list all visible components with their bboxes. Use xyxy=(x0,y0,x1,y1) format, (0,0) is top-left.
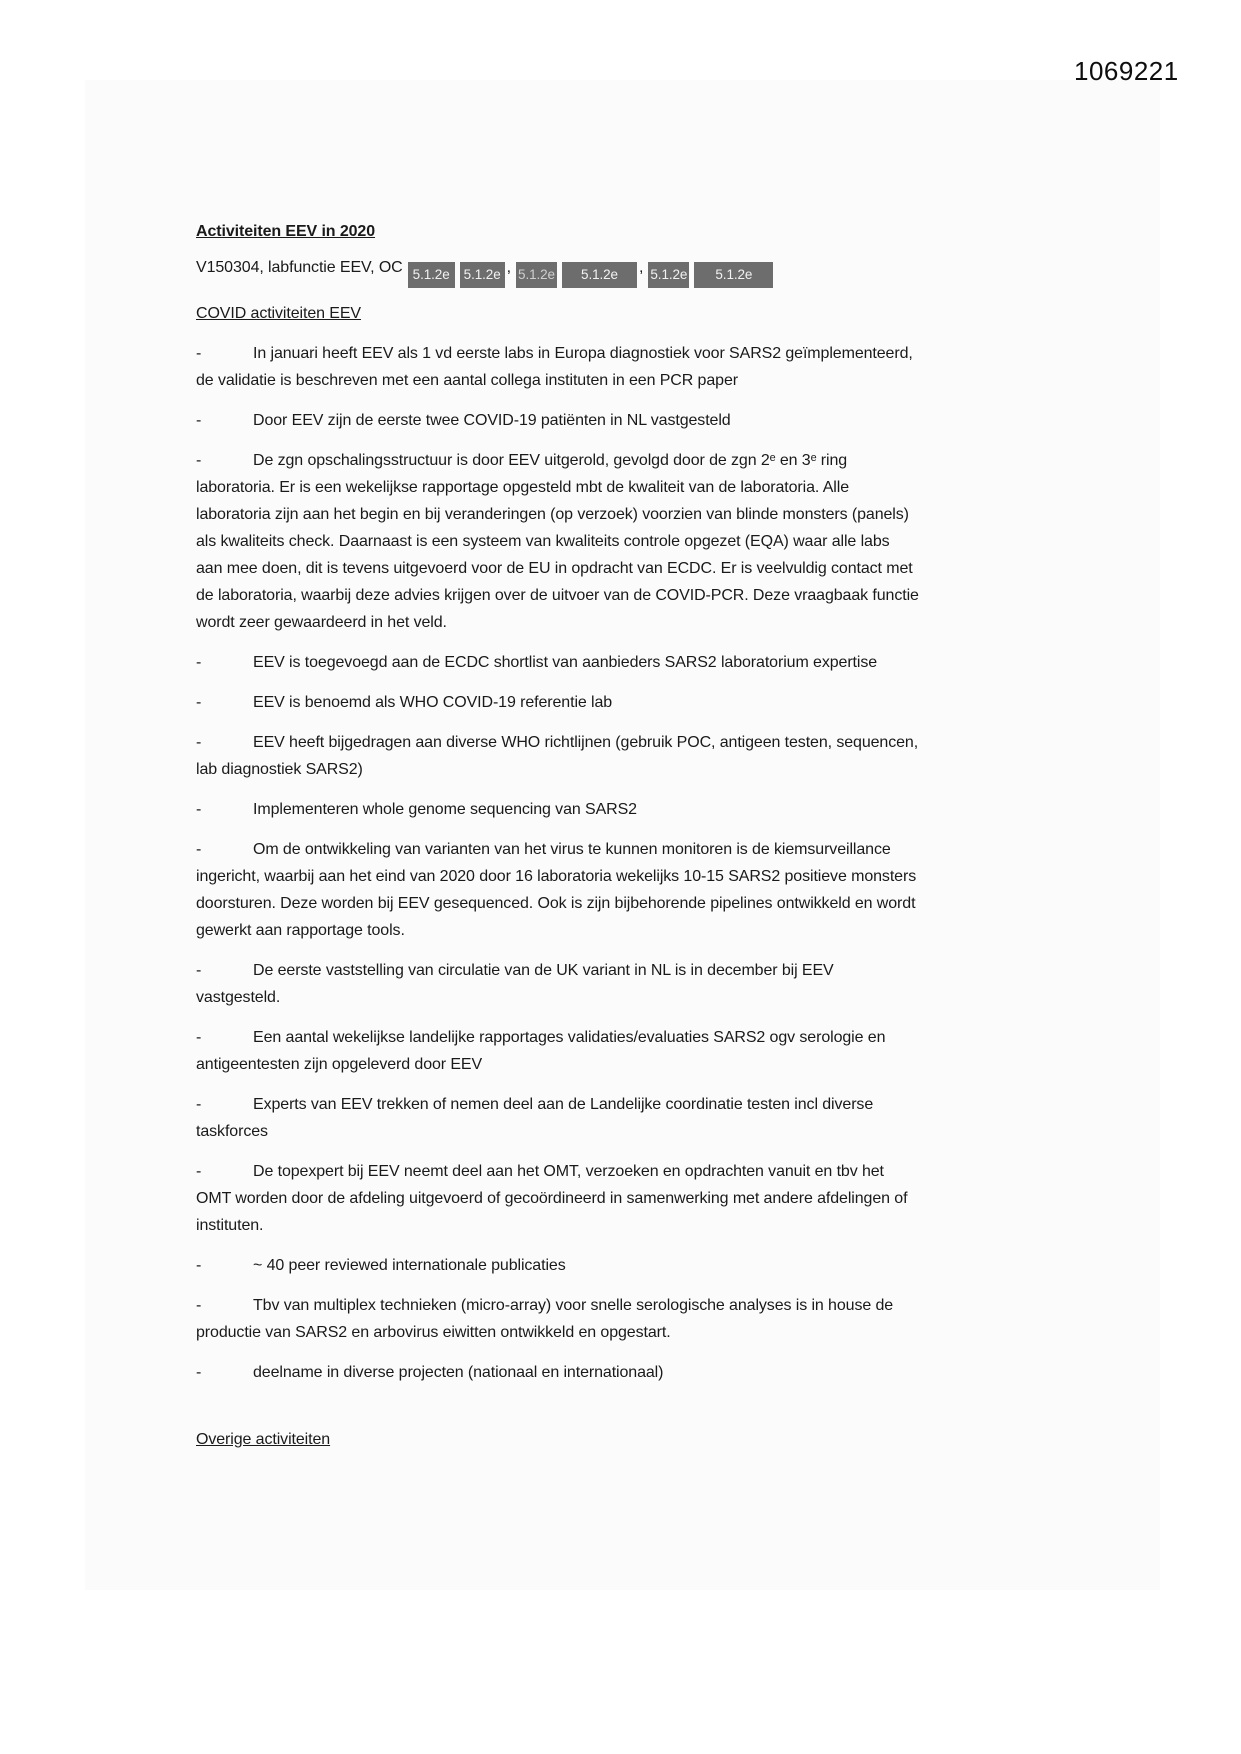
bullet-text: Om de ontwikkeling van varianten van het virus te kunnen monitoren is de kiemsurveillance ingericht, waarbij aan het eind van 2020 door 16 laboratoria wekelijks 10-15 SARS2 positieve monsters doorsturen. Deze worden bij EEV gesequenced. Ook is zijn bijbehorende pipelines ontwikkeld en wordt gewerkt aan rapportage tools. xyxy=(196,841,917,939)
bullet-dash-marker: - xyxy=(196,345,202,362)
bullet-item xyxy=(196,1292,920,1346)
document-title: Activiteiten EEV in 2020 xyxy=(196,223,376,240)
document-content xyxy=(196,218,920,1466)
bullet-item xyxy=(196,729,920,783)
bullet-dash-marker: - xyxy=(196,1297,202,1314)
bullet-dash-marker: - xyxy=(196,1163,202,1180)
bullet-item xyxy=(196,447,920,636)
bullet-dash-marker: - xyxy=(196,1096,202,1113)
bullet-item xyxy=(196,957,920,1011)
bullet-item xyxy=(196,796,920,823)
bullet-item xyxy=(196,836,920,944)
bullet-text: Tbv van multiplex technieken (micro-array) voor snelle serologische analyses is in house de productie van SARS2 en arbovirus eiwitten ontwikkeld en opgestart. xyxy=(196,1297,894,1341)
bullet-item xyxy=(196,689,920,716)
bullet-text: Experts van EEV trekken of nemen deel aan de Landelijke coordinatie testen incl diverse taskforces xyxy=(196,1096,874,1140)
bullet-dash-marker: - xyxy=(196,1364,202,1381)
bullet-dash-marker: - xyxy=(196,801,202,818)
bullet-item xyxy=(196,1158,920,1239)
bullet-text: Implementeren whole genome sequencing van SARS2 xyxy=(253,801,637,818)
redaction-box: 5.1.2e xyxy=(694,262,773,288)
bullet-text: EEV heeft bijgedragen aan diverse WHO richtlijnen (gebruik POC, antigeen testen, sequencen, lab diagnostiek SARS2) xyxy=(196,734,919,778)
bullet-dash-marker: - xyxy=(196,412,202,429)
redaction-box: 5.1.2e xyxy=(516,262,557,288)
bullet-item xyxy=(196,1024,920,1078)
redaction-line xyxy=(196,254,920,288)
redaction-box: 5.1.2e xyxy=(648,262,689,288)
section-heading-covid: COVID activiteiten EEV xyxy=(196,305,361,322)
bullet-item xyxy=(196,649,920,676)
bullet-text: Door EEV zijn de eerste twee COVID-19 patiënten in NL vastgesteld xyxy=(253,412,731,429)
bullet-text: EEV is benoemd als WHO COVID-19 referentie lab xyxy=(253,694,613,711)
bullet-dash-marker: - xyxy=(196,734,202,751)
redaction-separator: , xyxy=(639,259,644,276)
bullet-text: ~ 40 peer reviewed internationale publicaties xyxy=(253,1257,566,1274)
bullet-item xyxy=(196,1252,920,1279)
document-number: 1069221 xyxy=(1074,56,1179,86)
bullet-dash-marker: - xyxy=(196,841,202,858)
bullet-text: De topexpert bij EEV neemt deel aan het OMT, verzoeken en opdrachten vanuit en tbv het OMT worden door de afdeling uitgevoerd of gecoördineerd in samenwerking met andere afdelingen of instituten. xyxy=(196,1163,908,1234)
bullet-text: EEV is toegevoegd aan de ECDC shortlist van aanbieders SARS2 laboratorium expertise xyxy=(253,654,878,671)
redaction-box: 5.1.2e xyxy=(460,262,505,288)
bullet-text: De eerste vaststelling van circulatie van de UK variant in NL is in december bij EEV vastgesteld. xyxy=(196,962,834,1006)
section-heading-overige: Overige activiteiten xyxy=(196,1431,331,1448)
bullet-text: Een aantal wekelijkse landelijke rapportages validaties/evaluaties SARS2 ogv serologie en antigeentesten zijn opgeleverd door EEV xyxy=(196,1029,886,1073)
bullet-item xyxy=(196,1359,920,1386)
redaction-line-prefix: V150304, labfunctie EEV, OC xyxy=(196,259,403,276)
redaction-box: 5.1.2e xyxy=(562,262,637,288)
bullet-text: De zgn opschalingsstructuur is door EEV uitgerold, gevolgd door de zgn 2ᵉ en 3ᵉ ring laboratoria. Er is een wekelijkse rapportage opgesteld mbt de kwaliteit van de laboratoria. Alle laboratoria zijn aan het begin en bij veranderingen (op verzoek) voorzien van blinde monsters (panels) als kwaliteits check. Daarnaast is een systeem van kwaliteits controle opgezet (EQA) waar alle labs aan mee doen, dit is tevens uitgevoerd voor de EU in opdracht van ECDC. Er is veelvuldig contact met de laboratoria, waarbij deze advies krijgen over de uitvoer van de COVID-PCR. Deze vraagbaak functie wordt zeer gewaardeerd in het veld. xyxy=(196,452,919,631)
bullet-item xyxy=(196,340,920,394)
bullet-dash-marker: - xyxy=(196,694,202,711)
bullet-dash-marker: - xyxy=(196,452,202,469)
bullet-text: deelname in diverse projecten (nationaal en internationaal) xyxy=(253,1364,664,1381)
bullet-dash-marker: - xyxy=(196,962,202,979)
bullet-dash-marker: - xyxy=(196,1257,202,1274)
bullet-text: In januari heeft EEV als 1 vd eerste labs in Europa diagnostiek voor SARS2 geïmplementeerd, de validatie is beschreven met een aantal collega instituten in een PCR paper xyxy=(196,345,913,389)
redaction-box: 5.1.2e xyxy=(408,262,455,288)
bullet-dash-marker: - xyxy=(196,654,202,671)
redaction-separator: , xyxy=(506,259,511,276)
bullet-dash-marker: - xyxy=(196,1029,202,1046)
bullet-item xyxy=(196,1091,920,1145)
bullet-item xyxy=(196,407,920,434)
